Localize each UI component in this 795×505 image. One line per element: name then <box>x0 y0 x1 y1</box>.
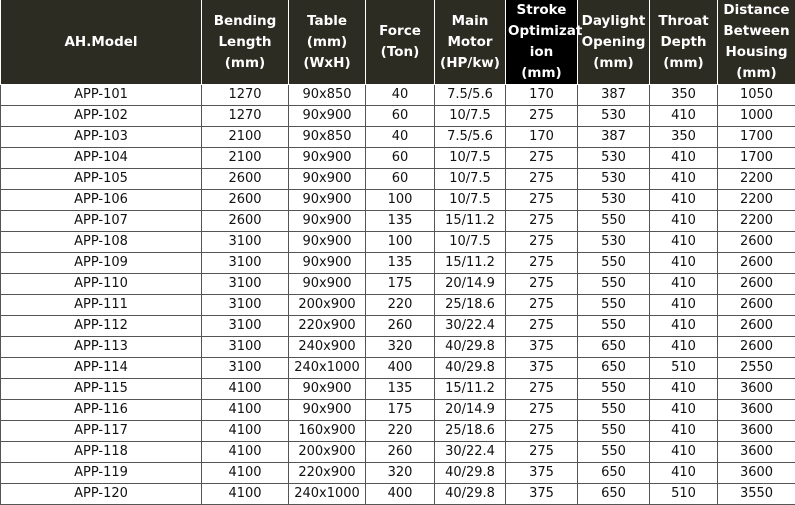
cell-table-size: 240x900 <box>289 337 366 358</box>
cell-force: 320 <box>366 337 435 358</box>
cell-main-motor: 25/18.6 <box>435 421 506 442</box>
cell-model: APP-114 <box>1 358 202 379</box>
cell-table-size: 90x900 <box>289 148 366 169</box>
cell-model: APP-120 <box>1 484 202 505</box>
cell-daylight-opening: 550 <box>578 211 650 232</box>
column-header-line: Table <box>306 12 348 29</box>
cell-force: 135 <box>366 379 435 400</box>
cell-bending-length: 1270 <box>202 106 289 127</box>
cell-daylight-opening: 650 <box>578 337 650 358</box>
cell-force: 60 <box>366 169 435 190</box>
cell-stroke-optimization: 375 <box>506 358 578 379</box>
cell-throat-depth: 410 <box>650 190 718 211</box>
table-row <box>1 442 795 463</box>
table-row <box>1 484 795 505</box>
table-row <box>1 421 795 442</box>
cell-distance-between-housing: 2200 <box>718 211 795 232</box>
cell-bending-length: 4100 <box>202 463 289 484</box>
cell-throat-depth: 510 <box>650 484 718 505</box>
cell-main-motor: 30/22.4 <box>435 316 506 337</box>
cell-model: APP-119 <box>1 463 202 484</box>
cell-distance-between-housing: 1700 <box>718 127 795 148</box>
cell-bending-length: 1270 <box>202 85 289 106</box>
cell-bending-length: 2600 <box>202 190 289 211</box>
cell-table-size: 90x900 <box>289 232 366 253</box>
cell-main-motor: 10/7.5 <box>435 190 506 211</box>
cell-bending-length: 3100 <box>202 274 289 295</box>
cell-daylight-opening: 550 <box>578 274 650 295</box>
column-header-line: Between <box>723 23 790 39</box>
cell-daylight-opening: 550 <box>578 316 650 337</box>
cell-table-size: 90x900 <box>289 253 366 274</box>
cell-model: APP-109 <box>1 253 202 274</box>
cell-force: 60 <box>366 148 435 169</box>
cell-daylight-opening: 550 <box>578 400 650 421</box>
cell-daylight-opening: 650 <box>578 358 650 379</box>
table-row <box>1 85 795 106</box>
cell-throat-depth: 350 <box>650 85 718 106</box>
cell-distance-between-housing: 3600 <box>718 379 795 400</box>
column-header-daylight-opening <box>578 0 650 85</box>
cell-model: APP-101 <box>1 85 202 106</box>
cell-distance-between-housing: 3600 <box>718 400 795 421</box>
table-row <box>1 127 795 148</box>
cell-bending-length: 3100 <box>202 232 289 253</box>
cell-stroke-optimization: 275 <box>506 442 578 463</box>
table-row <box>1 253 795 274</box>
cell-distance-between-housing: 3600 <box>718 421 795 442</box>
cell-bending-length: 3100 <box>202 295 289 316</box>
cell-table-size: 90x850 <box>289 85 366 106</box>
cell-daylight-opening: 550 <box>578 295 650 316</box>
cell-model: APP-118 <box>1 442 202 463</box>
cell-throat-depth: 410 <box>650 337 718 358</box>
cell-bending-length: 4100 <box>202 484 289 505</box>
table-row <box>1 295 795 316</box>
cell-main-motor: 40/29.8 <box>435 337 506 358</box>
cell-bending-length: 2100 <box>202 148 289 169</box>
cell-throat-depth: 410 <box>650 211 718 232</box>
cell-model: APP-117 <box>1 421 202 442</box>
cell-daylight-opening: 650 <box>578 463 650 484</box>
column-header-line: Bending <box>213 12 277 29</box>
cell-force: 135 <box>366 211 435 232</box>
column-header-line: (mm) <box>593 54 634 71</box>
cell-model: APP-110 <box>1 274 202 295</box>
cell-throat-depth: 350 <box>650 127 718 148</box>
column-header-line: (HP/kw) <box>440 54 500 71</box>
cell-daylight-opening: 650 <box>578 484 650 505</box>
cell-table-size: 160x900 <box>289 421 366 442</box>
cell-stroke-optimization: 275 <box>506 379 578 400</box>
table-row <box>1 400 795 421</box>
cell-stroke-optimization: 275 <box>506 421 578 442</box>
cell-main-motor: 10/7.5 <box>435 106 506 127</box>
table-row <box>1 211 795 232</box>
cell-stroke-optimization: 275 <box>506 148 578 169</box>
column-header-line: Opening <box>581 33 646 50</box>
cell-force: 400 <box>366 358 435 379</box>
cell-daylight-opening: 550 <box>578 379 650 400</box>
cell-table-size: 240x1000 <box>289 358 366 379</box>
cell-stroke-optimization: 375 <box>506 463 578 484</box>
cell-bending-length: 2100 <box>202 127 289 148</box>
cell-distance-between-housing: 1700 <box>718 148 795 169</box>
cell-stroke-optimization: 375 <box>506 484 578 505</box>
column-header-line: Optimizat <box>508 23 583 39</box>
column-header-line: Length <box>218 33 272 50</box>
cell-main-motor: 40/29.8 <box>435 358 506 379</box>
column-header-stroke-optimization <box>506 0 583 85</box>
table-row <box>1 337 795 358</box>
cell-force: 175 <box>366 274 435 295</box>
column-header-model <box>1 0 202 85</box>
cell-table-size: 220x900 <box>289 463 366 484</box>
cell-bending-length: 4100 <box>202 400 289 421</box>
cell-force: 40 <box>366 127 435 148</box>
cell-daylight-opening: 387 <box>578 127 650 148</box>
cell-distance-between-housing: 2550 <box>718 358 795 379</box>
cell-bending-length: 4100 <box>202 442 289 463</box>
table-row <box>1 316 795 337</box>
cell-throat-depth: 410 <box>650 400 718 421</box>
header-row <box>1 0 795 85</box>
cell-force: 400 <box>366 484 435 505</box>
cell-distance-between-housing: 2200 <box>718 169 795 190</box>
cell-stroke-optimization: 275 <box>506 232 578 253</box>
cell-table-size: 200x900 <box>289 442 366 463</box>
cell-table-size: 90x900 <box>289 106 366 127</box>
cell-throat-depth: 410 <box>650 169 718 190</box>
cell-daylight-opening: 530 <box>578 148 650 169</box>
cell-daylight-opening: 530 <box>578 232 650 253</box>
column-header-line: Daylight <box>581 12 646 29</box>
cell-model: APP-115 <box>1 379 202 400</box>
cell-distance-between-housing: 2600 <box>718 274 795 295</box>
cell-model: APP-103 <box>1 127 202 148</box>
column-header-main-motor <box>435 0 506 85</box>
cell-distance-between-housing: 2600 <box>718 295 795 316</box>
column-header-line: AH.Model <box>64 33 138 50</box>
cell-main-motor: 40/29.8 <box>435 484 506 505</box>
table-row <box>1 274 795 295</box>
cell-table-size: 90x850 <box>289 127 366 148</box>
cell-throat-depth: 410 <box>650 421 718 442</box>
cell-table-size: 90x900 <box>289 379 366 400</box>
cell-table-size: 90x900 <box>289 274 366 295</box>
cell-bending-length: 4100 <box>202 379 289 400</box>
cell-model: APP-106 <box>1 190 202 211</box>
column-header-line: ion <box>529 44 554 60</box>
cell-force: 135 <box>366 253 435 274</box>
cell-model: APP-108 <box>1 232 202 253</box>
column-header-line: Motor <box>447 33 493 50</box>
cell-distance-between-housing: 2600 <box>718 316 795 337</box>
cell-table-size: 90x900 <box>289 400 366 421</box>
cell-distance-between-housing: 1050 <box>718 85 795 106</box>
cell-daylight-opening: 530 <box>578 190 650 211</box>
column-header-line: (Ton) <box>380 44 420 60</box>
column-header-throat-depth <box>650 0 718 85</box>
table-row <box>1 169 795 190</box>
cell-force: 320 <box>366 463 435 484</box>
cell-daylight-opening: 550 <box>578 253 650 274</box>
column-header-line: (mm) <box>663 54 704 71</box>
cell-daylight-opening: 550 <box>578 442 650 463</box>
cell-bending-length: 3100 <box>202 253 289 274</box>
cell-daylight-opening: 530 <box>578 106 650 127</box>
table-row <box>1 463 795 484</box>
table-body <box>1 85 795 505</box>
cell-force: 260 <box>366 442 435 463</box>
cell-throat-depth: 410 <box>650 295 718 316</box>
cell-throat-depth: 410 <box>650 274 718 295</box>
column-header-line: (mm) <box>521 65 562 81</box>
cell-distance-between-housing: 1000 <box>718 106 795 127</box>
cell-stroke-optimization: 275 <box>506 316 578 337</box>
cell-throat-depth: 410 <box>650 442 718 463</box>
cell-main-motor: 15/11.2 <box>435 253 506 274</box>
cell-throat-depth: 410 <box>650 253 718 274</box>
cell-stroke-optimization: 170 <box>506 85 578 106</box>
cell-force: 175 <box>366 400 435 421</box>
column-header-force <box>366 0 435 85</box>
cell-main-motor: 10/7.5 <box>435 232 506 253</box>
cell-throat-depth: 410 <box>650 379 718 400</box>
cell-force: 40 <box>366 85 435 106</box>
cell-stroke-optimization: 275 <box>506 211 578 232</box>
cell-daylight-opening: 530 <box>578 169 650 190</box>
cell-model: APP-111 <box>1 295 202 316</box>
cell-stroke-optimization: 170 <box>506 127 578 148</box>
column-header-line: (mm) <box>306 33 348 50</box>
cell-distance-between-housing: 2200 <box>718 190 795 211</box>
cell-model: APP-112 <box>1 316 202 337</box>
cell-distance-between-housing: 3600 <box>718 442 795 463</box>
cell-bending-length: 2600 <box>202 211 289 232</box>
cell-main-motor: 7.5/5.6 <box>435 85 506 106</box>
table-row <box>1 190 795 211</box>
cell-table-size: 90x900 <box>289 211 366 232</box>
table-row <box>1 379 795 400</box>
cell-table-size: 220x900 <box>289 316 366 337</box>
cell-model: APP-107 <box>1 211 202 232</box>
column-header-line: (mm) <box>224 54 266 71</box>
column-header-bending-length <box>202 0 289 85</box>
cell-force: 100 <box>366 232 435 253</box>
cell-throat-depth: 410 <box>650 106 718 127</box>
cell-stroke-optimization: 275 <box>506 253 578 274</box>
cell-main-motor: 10/7.5 <box>435 148 506 169</box>
column-header-line: Depth <box>660 33 707 50</box>
column-header-table-size <box>289 0 366 85</box>
cell-bending-length: 4100 <box>202 421 289 442</box>
cell-bending-length: 3100 <box>202 337 289 358</box>
cell-bending-length: 3100 <box>202 358 289 379</box>
column-header-line: Force <box>379 23 421 39</box>
cell-force: 100 <box>366 190 435 211</box>
cell-main-motor: 15/11.2 <box>435 211 506 232</box>
cell-throat-depth: 410 <box>650 463 718 484</box>
cell-distance-between-housing: 2600 <box>718 232 795 253</box>
cell-distance-between-housing: 3600 <box>718 463 795 484</box>
cell-table-size: 90x900 <box>289 169 366 190</box>
table-row <box>1 148 795 169</box>
column-header-line: Main <box>451 12 489 29</box>
cell-table-size: 240x1000 <box>289 484 366 505</box>
column-header-line: (mm) <box>736 65 777 81</box>
table-row <box>1 232 795 253</box>
cell-main-motor: 30/22.4 <box>435 442 506 463</box>
cell-stroke-optimization: 275 <box>506 274 578 295</box>
cell-force: 220 <box>366 421 435 442</box>
cell-stroke-optimization: 275 <box>506 169 578 190</box>
cell-main-motor: 15/11.2 <box>435 379 506 400</box>
cell-bending-length: 2600 <box>202 169 289 190</box>
cell-stroke-optimization: 275 <box>506 295 578 316</box>
cell-main-motor: 40/29.8 <box>435 463 506 484</box>
cell-distance-between-housing: 3550 <box>718 484 795 505</box>
cell-daylight-opening: 387 <box>578 85 650 106</box>
cell-throat-depth: 410 <box>650 148 718 169</box>
cell-main-motor: 20/14.9 <box>435 400 506 421</box>
table-row <box>1 358 795 379</box>
cell-force: 260 <box>366 316 435 337</box>
column-header-distance-between-housing <box>718 0 795 85</box>
table-row <box>1 106 795 127</box>
cell-main-motor: 20/14.9 <box>435 274 506 295</box>
cell-throat-depth: 410 <box>650 316 718 337</box>
column-header-line: Stroke <box>516 2 567 18</box>
cell-main-motor: 7.5/5.6 <box>435 127 506 148</box>
cell-throat-depth: 510 <box>650 358 718 379</box>
cell-model: APP-102 <box>1 106 202 127</box>
cell-table-size: 200x900 <box>289 295 366 316</box>
cell-model: APP-116 <box>1 400 202 421</box>
cell-main-motor: 25/18.6 <box>435 295 506 316</box>
cell-model: APP-104 <box>1 148 202 169</box>
cell-main-motor: 10/7.5 <box>435 169 506 190</box>
cell-daylight-opening: 550 <box>578 421 650 442</box>
cell-stroke-optimization: 275 <box>506 106 578 127</box>
cell-force: 60 <box>366 106 435 127</box>
cell-model: APP-105 <box>1 169 202 190</box>
column-header-line: (WxH) <box>303 54 351 71</box>
cell-distance-between-housing: 2600 <box>718 253 795 274</box>
cell-table-size: 90x900 <box>289 190 366 211</box>
cell-bending-length: 3100 <box>202 316 289 337</box>
column-header-line: Distance <box>723 2 790 18</box>
cell-model: APP-113 <box>1 337 202 358</box>
column-header-line: Housing <box>725 44 788 60</box>
cell-distance-between-housing: 2600 <box>718 337 795 358</box>
cell-stroke-optimization: 275 <box>506 400 578 421</box>
cell-throat-depth: 410 <box>650 232 718 253</box>
column-header-line: Throat <box>658 12 709 29</box>
cell-stroke-optimization: 375 <box>506 337 578 358</box>
cell-stroke-optimization: 275 <box>506 190 578 211</box>
cell-force: 220 <box>366 295 435 316</box>
